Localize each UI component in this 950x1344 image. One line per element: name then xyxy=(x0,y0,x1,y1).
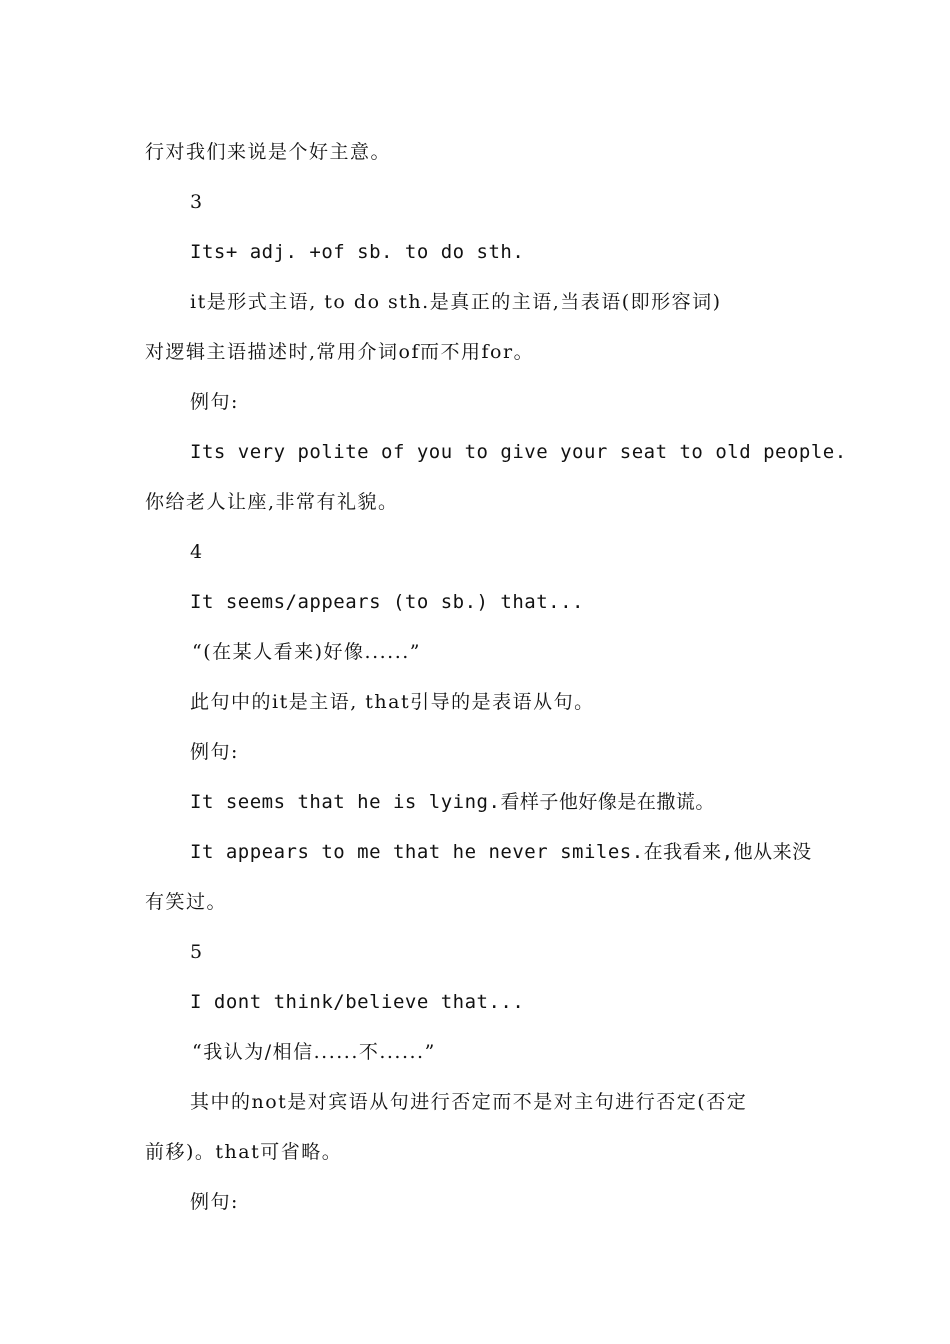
section-number-3: 3 xyxy=(190,191,204,213)
example-label: 例句: xyxy=(190,391,239,413)
pattern-meaning: “我认为/相信......不......” xyxy=(192,1041,436,1063)
example-sentence-continuation: 有笑过。 xyxy=(145,891,228,913)
example-translation: 你给老人让座,非常有礼貌。 xyxy=(145,491,399,513)
pattern-meaning: “(在某人看来)好像......” xyxy=(192,641,421,663)
example-sentence: It appears to me that he never smiles.在我看来,他从来没 xyxy=(190,841,812,863)
pattern-heading: It seems/appears (to sb.) that... xyxy=(190,591,584,613)
paragraph-continuation: 行对我们来说是个好主意。 xyxy=(145,141,392,163)
explanation-line: 其中的not是对宾语从句进行否定而不是对主句进行否定(否定 xyxy=(190,1091,748,1113)
explanation-line: 前移)。that可省略。 xyxy=(145,1141,343,1163)
section-number-4: 4 xyxy=(190,541,204,563)
explanation-line: 对逻辑主语描述时,常用介词of而不用for。 xyxy=(145,341,535,363)
explanation-line: 此句中的it是主语, that引导的是表语从句。 xyxy=(190,691,595,713)
pattern-heading: Its+ adj. +of sb. to do sth. xyxy=(190,241,525,263)
example-sentence: It seems that he is lying.看样子他好像是在撒谎。 xyxy=(190,791,715,813)
explanation-line: it是形式主语, to do sth.是真正的主语,当表语(即形容词) xyxy=(190,291,722,313)
example-label: 例句: xyxy=(190,741,239,763)
example-sentence: Its very polite of you to give your seat to old people. xyxy=(190,441,847,463)
section-number-5: 5 xyxy=(190,941,204,963)
example-label: 例句: xyxy=(190,1191,239,1213)
pattern-heading: I dont think/believe that... xyxy=(190,991,525,1013)
